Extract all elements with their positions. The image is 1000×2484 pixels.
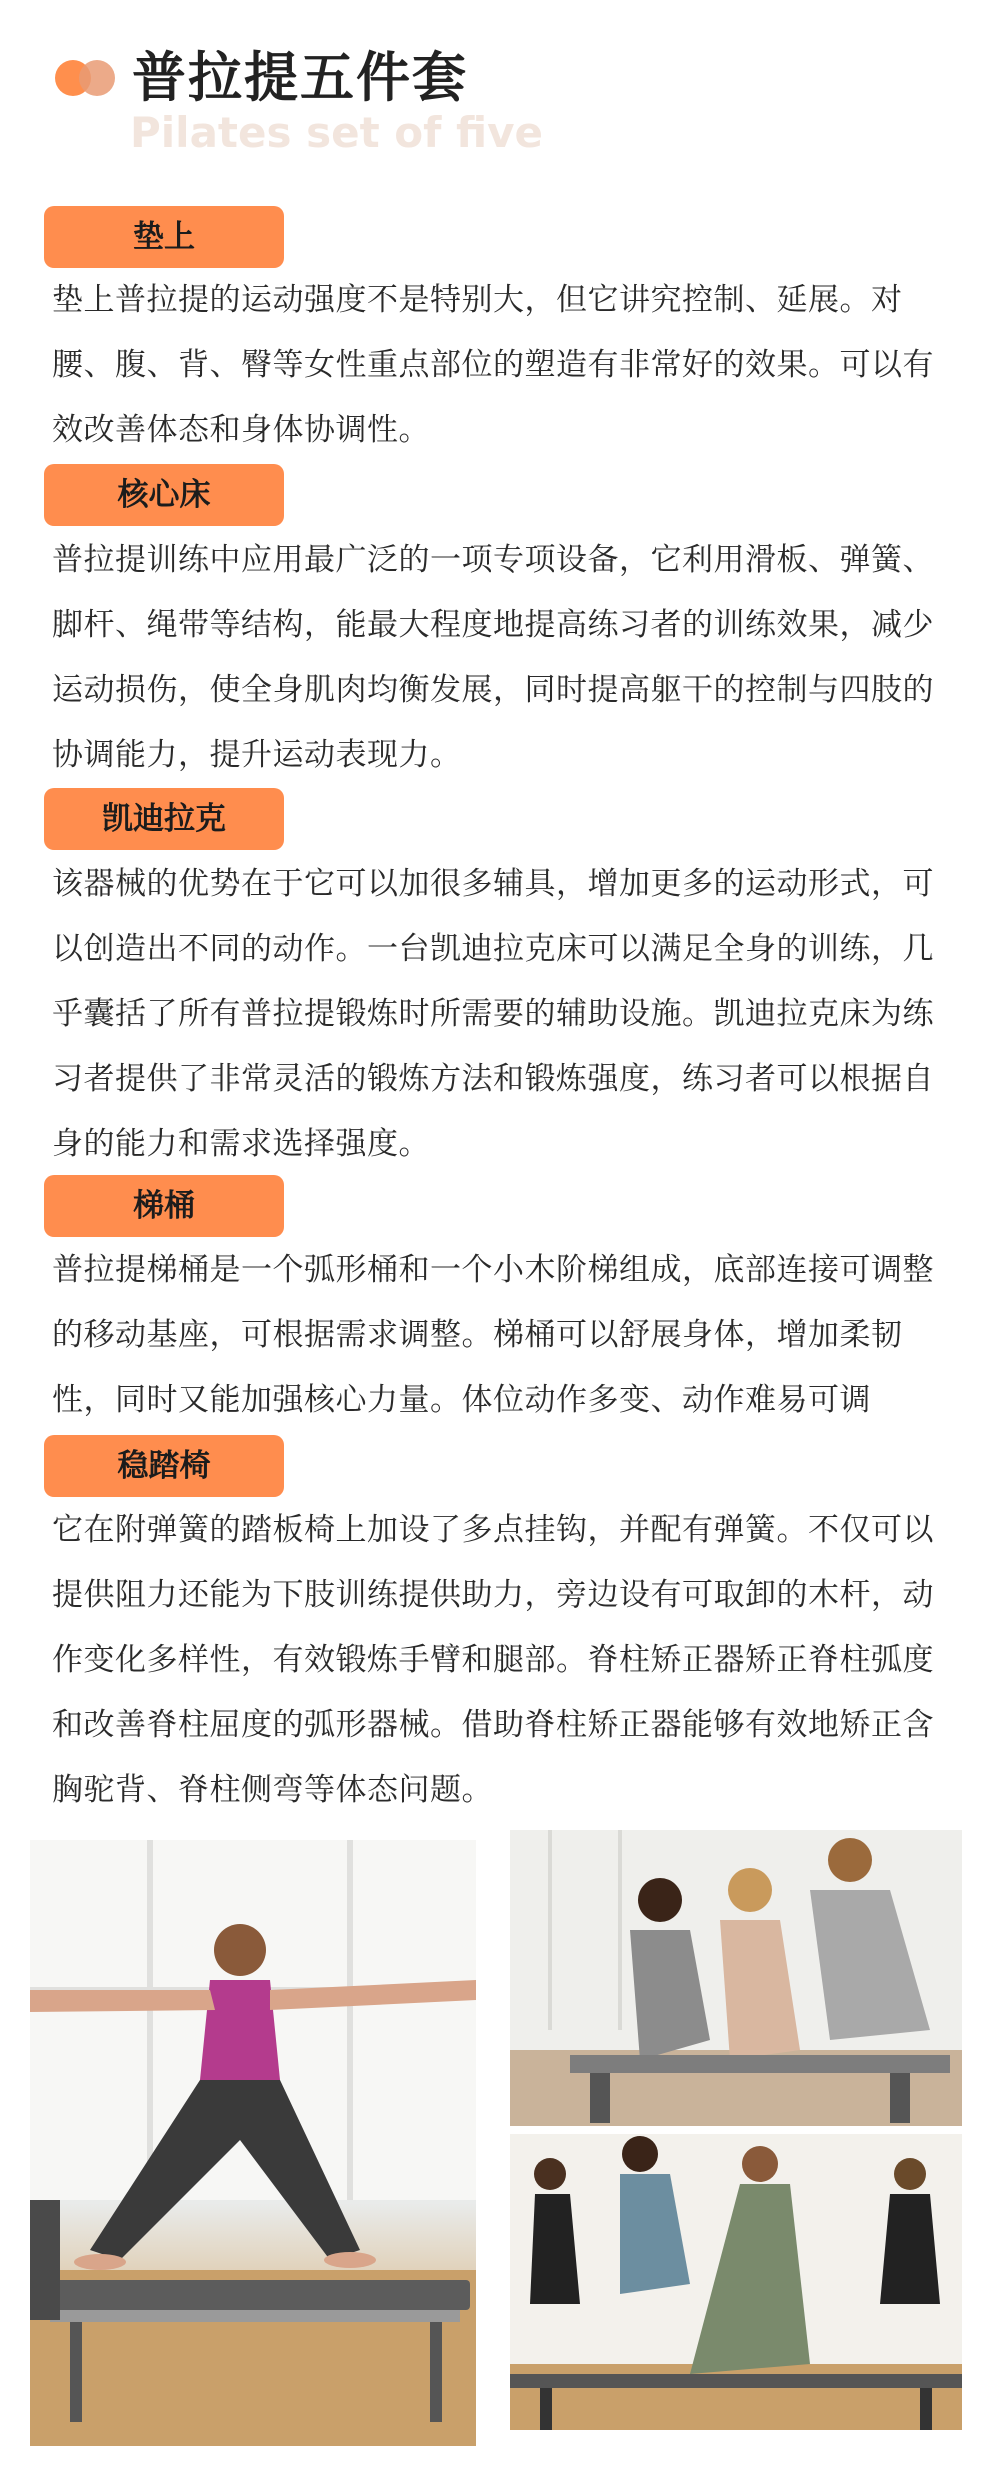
photo-group-stretch bbox=[510, 1830, 962, 2126]
photo-woman-reformer-pose bbox=[30, 1840, 476, 2446]
section-text-wunda-chair: 它在附弹簧的踏板椅上加设了多点挂钩，并配有弹簧。不仅可以提供阻力还能为下肢训练提供助力，旁边设有可取卸的木杆，动作变化多样性，有效锻炼手臂和腿部。脊柱矫正器矫正脊柱弧度和改善脊柱屈度的弧形器械。借助脊柱矫正器能够有效地矫正含胸驼背、脊柱侧弯等体态问题。 bbox=[52, 1512, 934, 1808]
photo-group-reformer-class bbox=[510, 2134, 962, 2430]
section-text-cadillac: 该器械的优势在于它可以加很多辅具，增加更多的运动形式，可以创造出不同的动作。一台凯迪拉克床可以满足全身的训练，几乎囊括了所有普拉提锻炼时所需要的辅助设施。凯迪拉克床为练习者提供了非常灵活的锻炼方法和锻炼强度，练习者可以根据自身的能力和需求选择强度。 bbox=[52, 866, 934, 1162]
section-text-mat: 垫上普拉提的运动强度不是特别大，但它讲究控制、延展。对腰、腹、背、臀等女性重点部位的塑造有非常好的效果。可以有效改善体态和身体协调性。 bbox=[52, 282, 934, 448]
peach-dot-icon bbox=[79, 60, 115, 96]
page-title: 普拉提五件套 bbox=[132, 46, 468, 109]
woman-reformer-illustration bbox=[30, 1840, 476, 2446]
section-tag-reformer: 核心床 bbox=[44, 464, 284, 526]
page-header bbox=[0, 0, 1000, 190]
section-tag-mat: 垫上 bbox=[44, 206, 284, 268]
group-reformer-illustration bbox=[510, 2134, 962, 2430]
section-tag-wunda-chair: 稳踏椅 bbox=[44, 1435, 284, 1497]
photo-gallery bbox=[0, 1830, 1000, 2450]
section-text-ladder-barrel: 普拉提梯桶是一个弧形桶和一个小木阶梯组成，底部连接可调整的移动基座，可根据需求调整。梯桶可以舒展身体，增加柔韧性，同时又能加强核心力量。体位动作多变、动作难易可调 bbox=[52, 1252, 934, 1418]
section-text-reformer: 普拉提训练中应用最广泛的一项专项设备，它利用滑板、弹簧、脚杆、绳带等结构，能最大程度地提高练习者的训练效果，减少运动损伤，使全身肌肉均衡发展，同时提高躯干的控制与四肢的协调能力，提升运动表现力。 bbox=[52, 542, 934, 773]
decorative-dots-icon bbox=[55, 60, 119, 96]
section-tag-cadillac: 凯迪拉克 bbox=[44, 788, 284, 850]
section-tag-ladder-barrel: 梯桶 bbox=[44, 1175, 284, 1237]
group-stretch-illustration bbox=[510, 1830, 962, 2126]
page-subtitle: Pilates set of five bbox=[130, 108, 544, 157]
